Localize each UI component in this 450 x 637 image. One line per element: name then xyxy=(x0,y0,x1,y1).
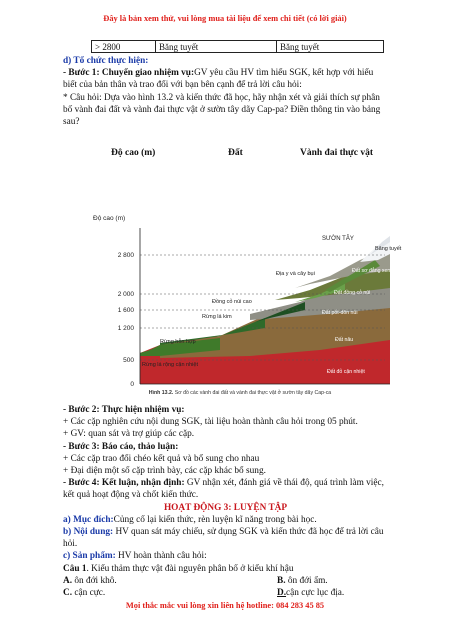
veg-label: Đồng cỏ núi cao xyxy=(212,299,252,305)
steps-section xyxy=(63,404,388,599)
veg-label: Rừng lá rộng cận nhiệt xyxy=(142,362,198,368)
caption-text: Sơ đồ các vành đai đất và vành đai thực vật ở sườn tây dãy Cap-ca xyxy=(174,390,332,396)
step-text: GV yêu cầu HV tìm hiểu SGK, kết hợp với hiểu biết của bản thân và trao đổi với bạn bên cạnh để trả lời câu hỏi: xyxy=(63,68,374,91)
product xyxy=(63,550,388,562)
step-label: - Bước 1: Chuyển giao nhiệm vụ: xyxy=(63,68,195,79)
column-header: Độ cao (m) xyxy=(111,148,156,158)
purpose xyxy=(63,514,388,526)
content xyxy=(63,526,388,550)
soil-label: Đất sơ đẳng xen lẫn đá xyxy=(352,268,406,274)
table-row xyxy=(92,41,384,53)
step1 xyxy=(63,67,388,91)
section-d xyxy=(63,55,388,128)
step3-item: + Các cặp trao đổi chéo kết quả và bổ sung cho nhau xyxy=(63,453,260,464)
content-text: HV quan sát máy chiếu, sử dụng SGK và kiến thức đã học để trả lời câu hỏi. xyxy=(63,527,384,550)
option-c: C. cận cực. xyxy=(63,588,106,599)
column-header: Vành đai thực vật xyxy=(300,148,374,158)
elevation-table-row xyxy=(91,40,384,53)
step3-item: + Đại diện một số cặp trình bày, các cặp khác bổ sung. xyxy=(63,466,266,477)
veg-label: Rừng hỗn hợp xyxy=(160,339,196,345)
question-text: . Kiểu thảm thực vật đài nguyên phân bố ở kiểu khí hậu xyxy=(86,563,294,574)
question-text: * Câu hỏi: Dựa vào hình 13.2 và kiến thức đã học, hãy nhận xét và giải thích sự phân bố vành đai đất và vành đai thực vật ở sườn tây dãy Cap-pa? Điền thông tin vào bảng sau? xyxy=(63,92,381,128)
tick-label: 2 800 xyxy=(117,252,134,259)
soil-label: Đất đồng cỏ núi xyxy=(334,290,371,296)
soil-label: Đất đỏ cận nhiệt xyxy=(327,369,365,375)
purpose-label: a) Mục đích: xyxy=(63,514,114,525)
soil-label: Đất pốt-dôn núi xyxy=(322,310,358,316)
content-label: b) Nội dung: xyxy=(63,527,114,538)
table-cell: > 2800 xyxy=(92,41,156,53)
option-a: A. ôn đới khô. xyxy=(63,575,117,586)
preview-banner: Đây là bản xem thử, vui lòng mua tài liệu để xem chi tiết (có lời giải) xyxy=(103,14,347,23)
altitude-belt-diagram xyxy=(90,210,406,400)
question-1 xyxy=(63,563,388,575)
soil-label: Đất nâu xyxy=(335,337,354,343)
table-cell: Băng tuyết xyxy=(156,41,277,53)
veg-label: Địa y và cây bụi xyxy=(276,271,315,277)
question-label: Câu 1 xyxy=(63,563,87,574)
hotline-banner: Mọi thắc mắc vui lòng xin liên hệ hotline: 084 283 45 85 xyxy=(125,601,325,610)
option-b: B. ôn đới ẩm. xyxy=(277,575,328,586)
section-heading: d) Tổ chức thực hiện: xyxy=(63,56,149,66)
tick-label: 2 000 xyxy=(117,291,134,298)
step3-label: - Bước 3: Báo cáo, thảo luận: xyxy=(63,441,179,452)
step2-item: + GV: quan sát và trợ giúp các cặp. xyxy=(63,429,195,440)
column-header: Đất xyxy=(228,148,243,158)
table-cell: Băng tuyết xyxy=(277,41,384,53)
step4 xyxy=(63,477,388,501)
tick-label: 1 200 xyxy=(117,325,134,332)
answer-row xyxy=(63,575,388,587)
purpose-text: Củng cố lại kiến thức, rèn luyện kĩ năng trong bài học. xyxy=(113,514,317,525)
product-text: HV hoàn thành câu hỏi: xyxy=(118,551,207,562)
side-label: SƯỜN TÂY xyxy=(322,236,354,242)
veg-label: Rừng lá kim xyxy=(202,314,232,320)
activity-title: HOẠT ĐỘNG 3: LUYỆN TẬP xyxy=(163,502,288,513)
product-label: c) Sản phẩm: xyxy=(63,551,116,562)
answer-row xyxy=(63,587,388,599)
tick-label: 1 600 xyxy=(117,307,134,314)
step-label: - Bước 4: Kết luận, nhận định: xyxy=(63,478,185,489)
step-text: GV nhận xét, đánh giá về thái độ, quá trình làm việc, kết quả hoạt động và chốt kiến thức. xyxy=(63,478,384,501)
step2-item: + Các cặp nghiên cứu nội dung SGK, tài liệu hoàn thành câu hỏi trong 05 phút. xyxy=(63,417,358,428)
step2-label: - Bước 2: Thực hiện nhiệm vụ: xyxy=(63,405,185,415)
axis-title: Độ cao (m) xyxy=(93,215,126,222)
figure-caption xyxy=(90,390,390,396)
veg-label: Băng tuyết xyxy=(375,246,402,252)
tick-label: 500 xyxy=(123,357,134,364)
caption-number: Hình 13.2. xyxy=(148,390,174,396)
tick-label: 0 xyxy=(130,381,134,388)
option-d: D.cận cực lục địa. xyxy=(277,588,345,599)
